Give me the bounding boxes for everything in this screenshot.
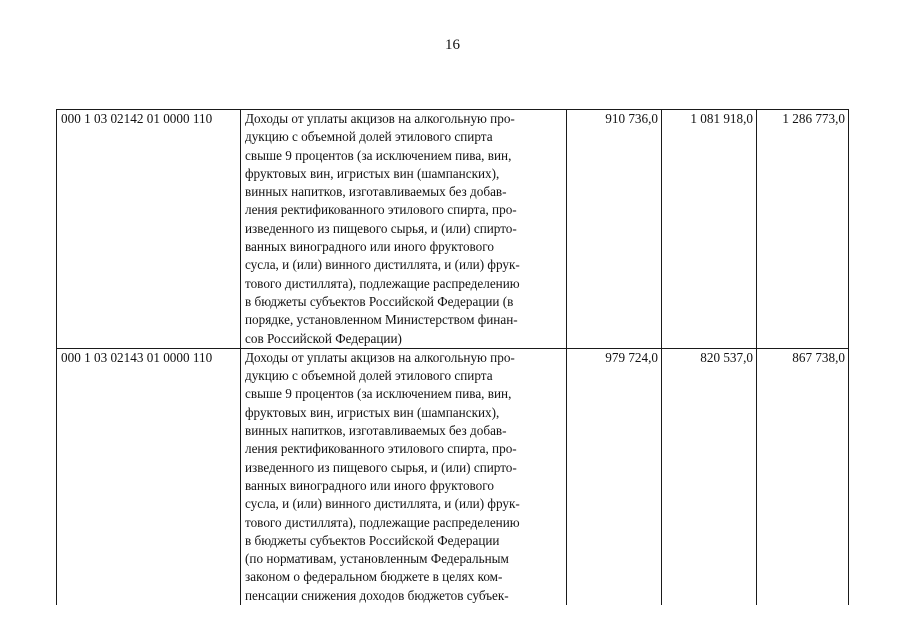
revenue-description (241, 348, 567, 605)
budget-classification-code: 000 1 03 02143 01 0000 110 (57, 348, 241, 605)
page-number: 16 (445, 37, 460, 53)
amount-year-3: 1 286 773,0 (757, 110, 849, 349)
description-line: винных напитков, изготавливаемых без добав- (245, 423, 507, 439)
description-line: дукцию с объемной долей этилового спирта (245, 129, 493, 145)
description-line: ванных виноградного или иного фруктового (245, 477, 494, 493)
budget-revenue-table (56, 109, 849, 605)
description-line: свыше 9 процентов (за исключением пива, вин, (245, 147, 512, 163)
budget-classification-code: 000 1 03 02142 01 0000 110 (57, 110, 241, 349)
description-line: фруктовых вин, игристых вин (шампанских), (245, 165, 500, 181)
description-line: порядке, установленном Министерством финан- (245, 312, 518, 328)
description-line: Доходы от уплаты акцизов на алкогольную про- (245, 349, 515, 365)
description-line: тового дистиллята), подлежащие распределению (245, 275, 520, 291)
description-line: дукцию с объемной долей этилового спирта (245, 368, 493, 384)
table-row (57, 110, 849, 349)
description-line: в бюджеты субъектов Российской Федерации (245, 532, 500, 548)
description-line: ления ректификованного этилового спирта, про- (245, 202, 517, 218)
description-line: (по нормативам, установленным Федеральным (245, 551, 509, 567)
description-line: сусла, и (или) винного дистиллята, и (или) фрук- (245, 257, 520, 273)
description-line: в бюджеты субъектов Российской Федерации (в (245, 293, 514, 309)
description-line: ления ректификованного этилового спирта, про- (245, 441, 517, 457)
description-line: изведенного из пищевого сырья, и (или) спирто- (245, 459, 517, 475)
amount-year-1: 979 724,0 (567, 348, 662, 605)
amount-year-2: 820 537,0 (662, 348, 757, 605)
description-line: ванных виноградного или иного фруктового (245, 239, 494, 255)
description-line: пенсации снижения доходов бюджетов субъек- (245, 587, 509, 603)
description-line: винных напитков, изготавливаемых без добав- (245, 184, 507, 200)
description-line: сов Российской Федерации) (245, 330, 402, 346)
description-line: тового дистиллята), подлежащие распределению (245, 514, 520, 530)
table-row (57, 348, 849, 605)
description-line: свыше 9 процентов (за исключением пива, вин, (245, 386, 512, 402)
description-line: изведенного из пищевого сырья, и (или) спирто- (245, 220, 517, 236)
amount-year-3: 867 738,0 (757, 348, 849, 605)
amount-year-1: 910 736,0 (567, 110, 662, 349)
description-line: законом о федеральном бюджете в целях ком- (245, 569, 503, 585)
description-line: сусла, и (или) винного дистиллята, и (или) фрук- (245, 496, 520, 512)
amount-year-2: 1 081 918,0 (662, 110, 757, 349)
description-line: Доходы от уплаты акцизов на алкогольную про- (245, 111, 515, 126)
description-line: фруктовых вин, игристых вин (шампанских), (245, 404, 500, 420)
revenue-description (241, 110, 567, 349)
